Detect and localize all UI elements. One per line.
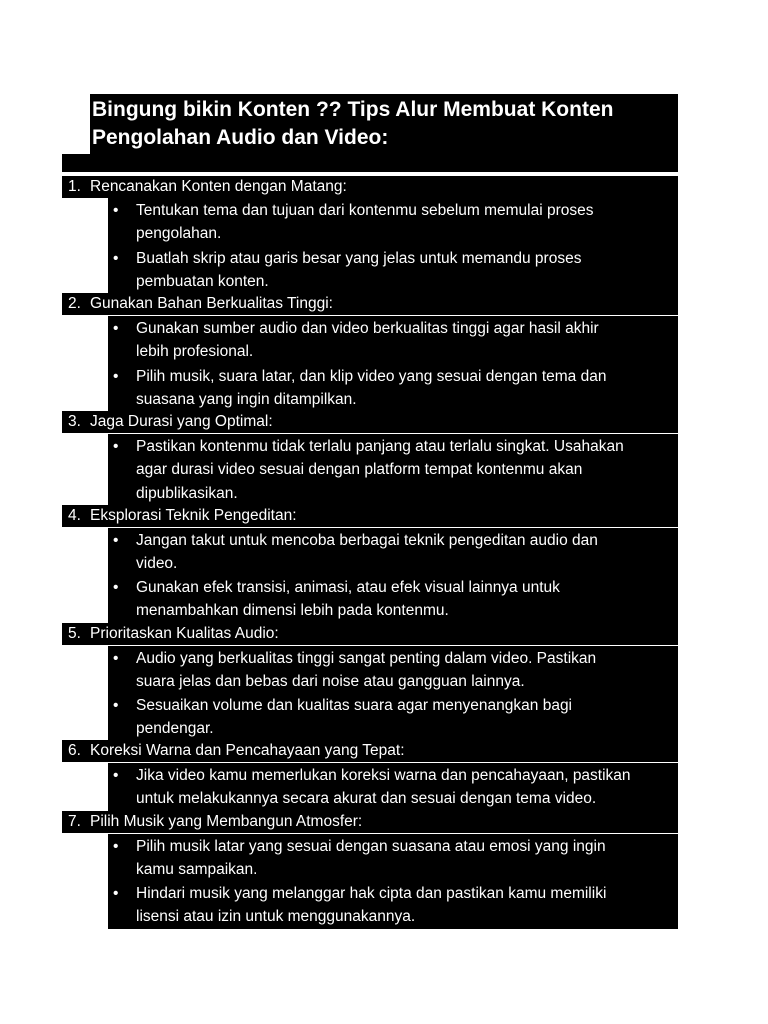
- bullet-item: [108, 646, 678, 694]
- section-heading: [62, 176, 678, 198]
- bullet-text-line: untuk melakukannya secara akurat dan sesuai dengan tema video.: [136, 790, 597, 808]
- bullet-text-line: Pastikan kontenmu tidak terlalu panjang atau terlalu singkat. Usahakan: [136, 438, 624, 455]
- bullet-text-line: pengolahan.: [136, 225, 222, 243]
- section-heading-text: Gunakan Bahan Berkualitas Tinggi:: [90, 295, 333, 312]
- bullet-text-line: Pilih musik latar yang sesuai dengan suasana atau emosi yang ingin: [136, 838, 606, 855]
- bullet-text-line: suasana yang ingin ditampilkan.: [136, 391, 357, 409]
- bullet-text-line: menambahkan dimensi lebih pada kontenmu.: [136, 602, 449, 620]
- bullet-icon: •: [113, 320, 119, 337]
- bullet-text-line: Jangan takut untuk mencoba berbagai teknik pengeditan audio dan: [136, 532, 598, 549]
- bullet-item: [108, 834, 678, 882]
- bullet-item: [108, 575, 678, 623]
- section-number: 6.: [68, 742, 81, 759]
- document-title: [90, 94, 678, 154]
- section-heading: [62, 740, 678, 762]
- bullet-icon: •: [113, 202, 119, 219]
- section-heading-text: Koreksi Warna dan Pencahayaan yang Tepat:: [90, 742, 405, 759]
- bullet-icon: •: [113, 697, 119, 714]
- bullet-text-line: Tentukan tema dan tujuan dari kontenmu sebelum memulai proses: [136, 202, 594, 219]
- bullet-item: [108, 763, 678, 811]
- section-heading-text: Rencanakan Konten dengan Matang:: [90, 178, 347, 195]
- section-heading: [62, 411, 678, 433]
- title-line-2: Pengolahan Audio dan Video:: [92, 126, 389, 149]
- bullet-text-line: Jika video kamu memerlukan koreksi warna dan pencahayaan, pastikan: [136, 767, 631, 784]
- bullet-item: [108, 881, 678, 929]
- bullet-text-line: pendengar.: [136, 720, 214, 738]
- section-number: 4.: [68, 507, 81, 524]
- bullet-item: [108, 364, 678, 412]
- bullet-icon: •: [113, 579, 119, 596]
- bullet-text-line: lisensi atau izin untuk menggunakannya.: [136, 908, 416, 926]
- bullet-icon: •: [113, 838, 119, 855]
- bullet-text-line: suara jelas dan bebas dari noise atau gangguan lainnya.: [136, 673, 525, 691]
- bullet-text-line: Audio yang berkualitas tinggi sangat penting dalam video. Pastikan: [136, 650, 597, 667]
- section-heading-text: Eksplorasi Teknik Pengeditan:: [90, 507, 297, 524]
- bullet-text-line: agar durasi video sesuai dengan platform tempat kontenmu akan: [136, 461, 583, 479]
- bullet-icon: •: [113, 368, 119, 385]
- section-number: 1.: [68, 178, 81, 195]
- bullet-icon: •: [113, 650, 119, 667]
- bullet-icon: •: [113, 250, 119, 267]
- bullet-text-line: Hindari musik yang melanggar hak cipta dan pastikan kamu memiliki: [136, 885, 607, 902]
- bullet-icon: •: [113, 885, 119, 902]
- section-number: 2.: [68, 295, 81, 312]
- bullet-text-line: video.: [136, 555, 178, 573]
- bullet-text-line: Gunakan efek transisi, animasi, atau efek visual lainnya untuk: [136, 579, 560, 596]
- bullet-item: [108, 198, 678, 246]
- section-number: 7.: [68, 813, 81, 830]
- section-number: 3.: [68, 413, 81, 430]
- bullet-icon: •: [113, 438, 119, 455]
- bullet-item: [108, 316, 678, 364]
- bullet-text-line: lebih profesional.: [136, 343, 254, 361]
- bullet-text-line: Buatlah skrip atau garis besar yang jelas untuk memandu proses: [136, 250, 582, 267]
- bullet-item: [108, 693, 678, 741]
- section-heading: [62, 623, 678, 645]
- bullet-text-line: Sesuaikan volume dan kualitas suara agar menyenangkan bagi: [136, 697, 573, 714]
- section-heading-text: Jaga Durasi yang Optimal:: [90, 413, 273, 430]
- bullet-text-line: pembuatan konten.: [136, 273, 269, 291]
- section-heading-text: Prioritaskan Kualitas Audio:: [90, 625, 279, 642]
- bullet-icon: •: [113, 532, 119, 549]
- title-line-1: Bingung bikin Konten ?? Tips Alur Membuat Konten: [92, 98, 614, 121]
- title-separator-bar: [62, 154, 678, 172]
- section-heading: [62, 293, 678, 315]
- bullet-text-line: dipublikasikan.: [136, 484, 238, 502]
- section-number: 5.: [68, 625, 81, 642]
- section-heading-text: Pilih Musik yang Membangun Atmosfer:: [90, 813, 363, 830]
- bullet-item: [108, 434, 678, 505]
- bullet-text-line: Gunakan sumber audio dan video berkualitas tinggi agar hasil akhir: [136, 320, 599, 337]
- bullet-item: [108, 246, 678, 294]
- bullet-text-line: Pilih musik, suara latar, dan klip video yang sesuai dengan tema dan: [136, 368, 607, 385]
- section-heading: [62, 505, 678, 527]
- bullet-text-line: kamu sampaikan.: [136, 861, 258, 879]
- section-heading: [62, 811, 678, 833]
- bullet-item: [108, 528, 678, 576]
- bullet-icon: •: [113, 767, 119, 784]
